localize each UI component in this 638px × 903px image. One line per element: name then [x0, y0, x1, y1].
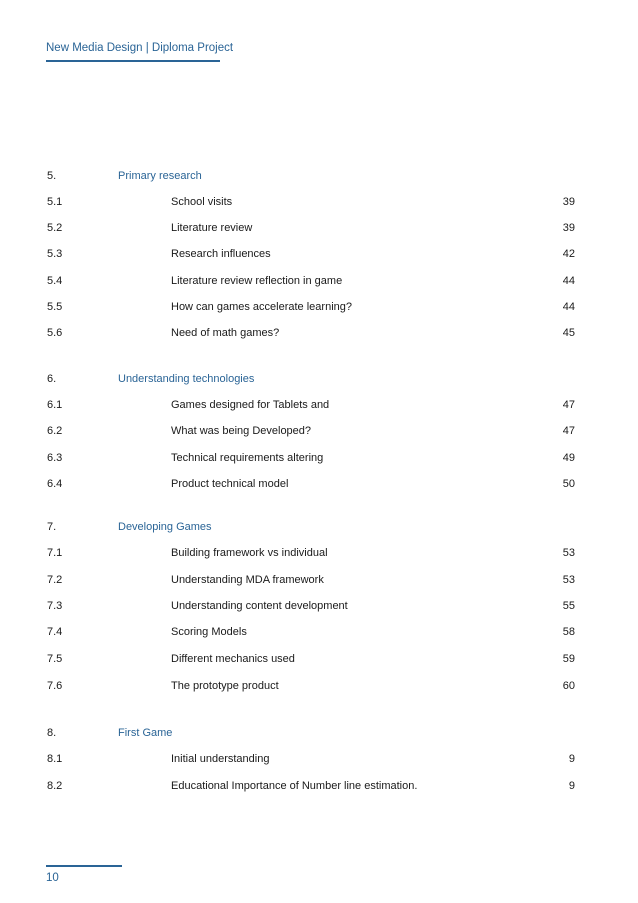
entry-number: 7.3	[47, 600, 63, 612]
entry-number: 5.4	[47, 275, 63, 287]
entry-title: Need of math games?	[171, 327, 280, 339]
section-number: 5.	[47, 170, 57, 182]
header-title: New Media Design | Diploma Project	[46, 42, 234, 54]
footer-page-number: 10	[46, 872, 59, 884]
toc-entry	[0, 574, 638, 590]
entry-page: 59	[562, 653, 575, 665]
entry-number: 7.4	[47, 626, 63, 638]
toc-entry	[0, 600, 638, 616]
entry-title: Technical requirements altering	[171, 452, 324, 464]
entry-number: 7.2	[47, 574, 63, 586]
entry-page: 42	[562, 248, 575, 260]
entry-number: 5.2	[47, 222, 63, 234]
entry-title: Games designed for Tablets and	[171, 399, 330, 411]
entry-page: 53	[562, 547, 575, 559]
header-rule	[46, 60, 220, 62]
toc-entry	[0, 626, 638, 642]
toc-entry	[0, 425, 638, 441]
entry-title: The prototype product	[171, 680, 279, 692]
entry-number: 6.2	[47, 425, 63, 437]
entry-title: School visits	[171, 196, 233, 208]
toc-section-heading	[0, 170, 638, 186]
entry-page: 50	[562, 478, 575, 490]
toc-entry	[0, 653, 638, 669]
entry-number: 7.1	[47, 547, 63, 559]
entry-number: 6.1	[47, 399, 63, 411]
section-title: Primary research	[118, 170, 202, 182]
entry-page: 39	[562, 222, 575, 234]
entry-title: Literature review reflection in game	[171, 275, 343, 287]
entry-number: 7.6	[47, 680, 63, 692]
section-number: 8.	[47, 727, 57, 739]
entry-number: 8.1	[47, 753, 63, 765]
entry-page: 9	[568, 780, 575, 792]
entry-page: 44	[562, 275, 575, 287]
entry-number: 6.4	[47, 478, 63, 490]
entry-page: 47	[562, 425, 575, 437]
toc-entry	[0, 753, 638, 769]
entry-page: 47	[562, 399, 575, 411]
entry-title: Initial understanding	[171, 753, 270, 765]
entry-title: Educational Importance of Number line estimation.	[171, 780, 418, 792]
entry-number: 5.3	[47, 248, 63, 260]
entry-number: 8.2	[47, 780, 63, 792]
toc-entry	[0, 478, 638, 494]
entry-page: 45	[562, 327, 575, 339]
entry-number: 6.3	[47, 452, 63, 464]
toc-entry	[0, 301, 638, 317]
entry-title: How can games accelerate learning?	[171, 301, 352, 313]
entry-page: 53	[562, 574, 575, 586]
toc-entry	[0, 327, 638, 343]
section-title: First Game	[118, 727, 173, 739]
entry-page: 60	[562, 680, 575, 692]
entry-number: 5.5	[47, 301, 63, 313]
entry-page: 9	[568, 753, 575, 765]
toc-section-heading	[0, 727, 638, 743]
toc-section-heading	[0, 373, 638, 389]
toc-entry	[0, 275, 638, 291]
entry-title: Scoring Models	[171, 626, 247, 638]
section-title: Developing Games	[118, 521, 212, 533]
toc-entry	[0, 399, 638, 415]
entry-number: 7.5	[47, 653, 63, 665]
entry-title: Different mechanics used	[171, 653, 295, 665]
entry-title: What was being Developed?	[171, 425, 312, 437]
entry-page: 39	[562, 196, 575, 208]
entry-title: Product technical model	[171, 478, 289, 490]
entry-title: Literature review	[171, 222, 253, 234]
entry-title: Research influences	[171, 248, 271, 260]
entry-page: 58	[562, 626, 575, 638]
toc-entry	[0, 780, 638, 796]
entry-title: Understanding MDA framework	[171, 574, 324, 586]
toc-entry	[0, 680, 638, 696]
section-number: 7.	[47, 521, 57, 533]
entry-page: 44	[562, 301, 575, 313]
toc-entry	[0, 196, 638, 212]
entry-number: 5.6	[47, 327, 63, 339]
section-title: Understanding technologies	[118, 373, 255, 385]
toc-entry	[0, 452, 638, 468]
section-number: 6.	[47, 373, 57, 385]
entry-page: 55	[562, 600, 575, 612]
footer-rule	[46, 865, 122, 867]
entry-page: 49	[562, 452, 575, 464]
toc-entry	[0, 222, 638, 238]
entry-number: 5.1	[47, 196, 63, 208]
toc-entry	[0, 547, 638, 563]
entry-title: Understanding content development	[171, 600, 348, 612]
entry-title: Building framework vs individual	[171, 547, 328, 559]
toc-section-heading	[0, 521, 638, 537]
toc-entry	[0, 248, 638, 264]
